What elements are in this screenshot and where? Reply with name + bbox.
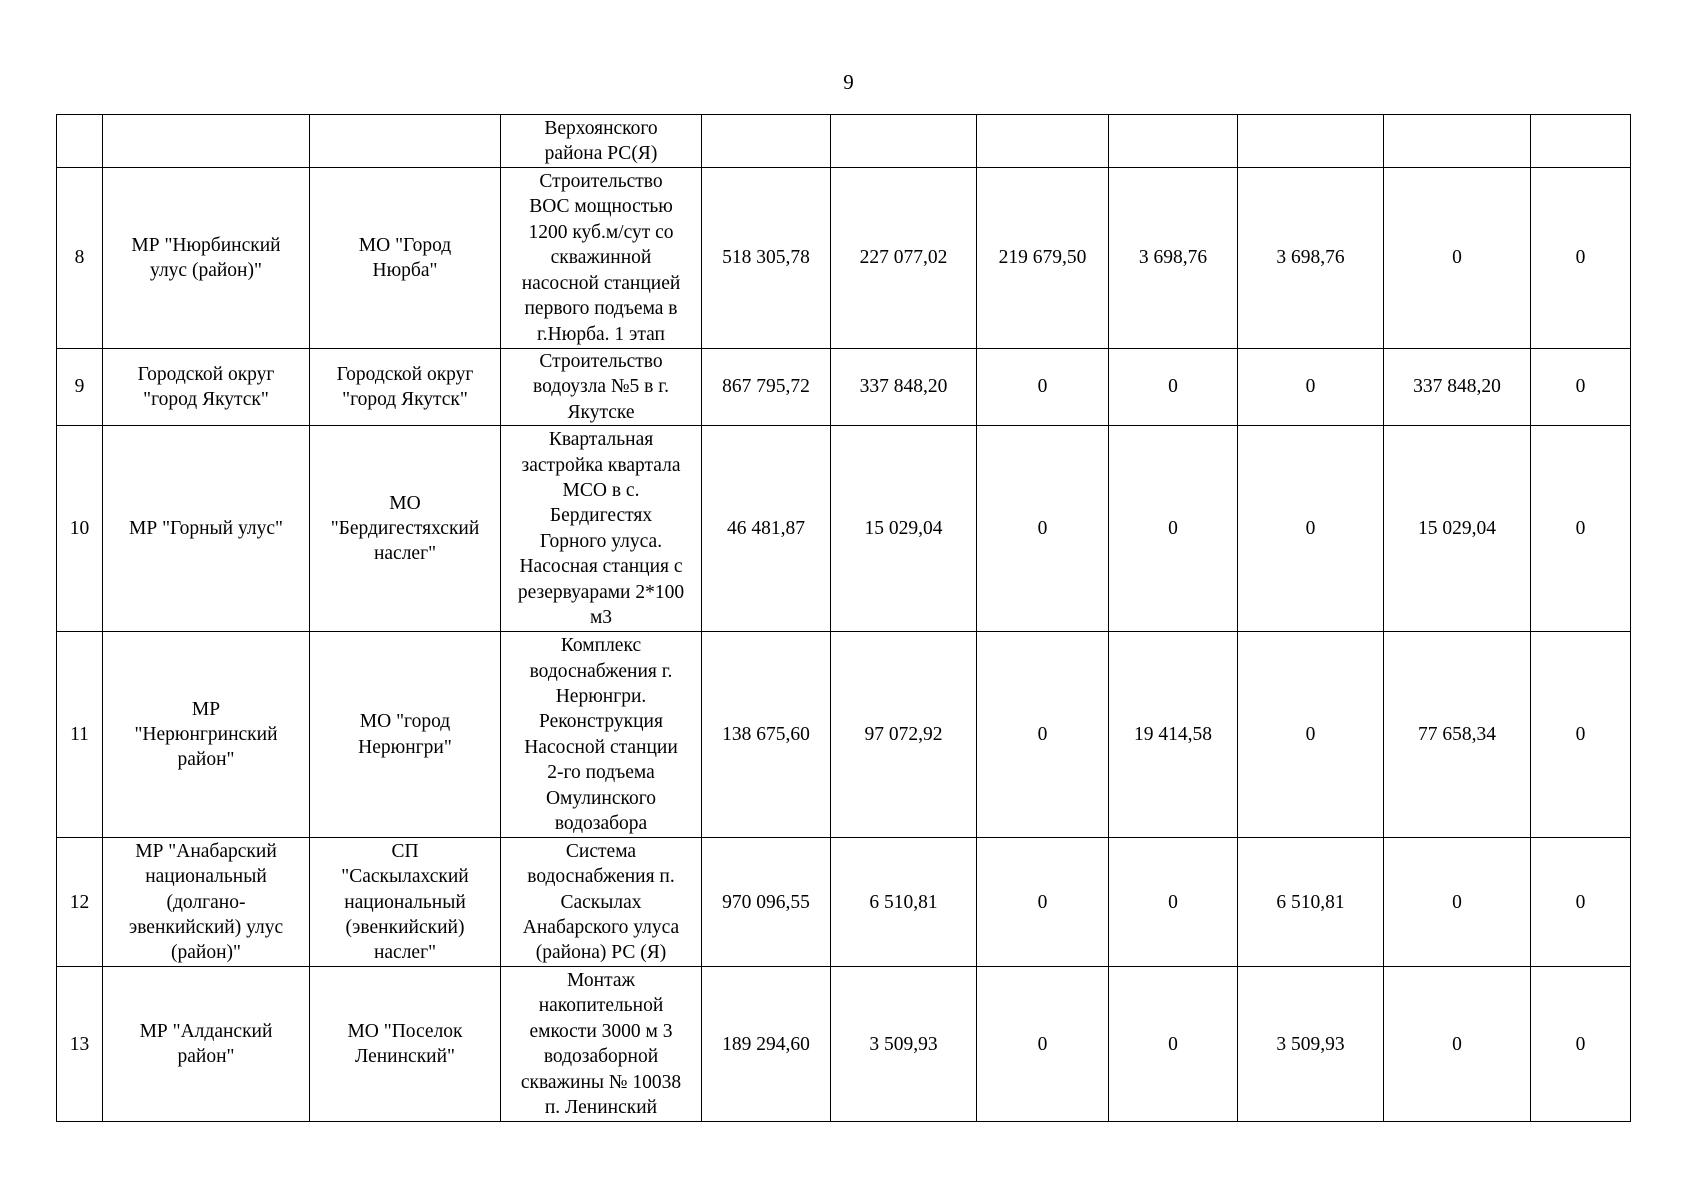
table-row: [57, 426, 1631, 632]
row-number-cell: 10: [57, 426, 103, 632]
project-name-cell: Строительство ВОС мощностью 1200 куб.м/сут со скважинной насосной станцией первого подъема в г.Нюрба. 1 этап: [501, 168, 702, 349]
table-row: [57, 349, 1631, 426]
amount-cell: 518 305,78: [702, 168, 831, 349]
amount-cell: 0: [977, 967, 1109, 1122]
municipality-cell: СП "Саскылахский национальный (эвенкийский) наслег": [310, 838, 501, 967]
amount-cell: 0: [1531, 967, 1631, 1122]
project-name-cell: Комплекс водоснабжения г. Нерюнгри. Реконструкция Насосной станции 2-го подъема Омулинского водозабора: [501, 632, 702, 838]
amount-cell: 97 072,92: [831, 632, 977, 838]
amount-cell: 0: [1109, 426, 1238, 632]
project-name-cell: Монтаж накопительной емкости 3000 м 3 водозаборной скважины № 10038 п. Ленинский: [501, 967, 702, 1122]
amount-cell: 3 698,76: [1238, 168, 1384, 349]
data-table: [56, 114, 1631, 1122]
municipal-district-cell: МР "Нюрбинский улус (район)": [103, 168, 310, 349]
amount-cell: [1531, 115, 1631, 168]
amount-cell: 0: [1238, 426, 1384, 632]
municipal-district-cell: МР "Нерюнгринский район": [103, 632, 310, 838]
amount-cell: 6 510,81: [1238, 838, 1384, 967]
row-number-cell: 8: [57, 168, 103, 349]
amount-cell: 0: [1109, 349, 1238, 426]
municipality-cell: МО "Поселок Ленинский": [310, 967, 501, 1122]
municipal-district-cell: [103, 115, 310, 168]
amount-cell: [831, 115, 977, 168]
amount-cell: 0: [1531, 168, 1631, 349]
project-name-cell: Квартальная застройка квартала МСО в с. Бердигестях Горного улуса. Насосная станция с резервуарами 2*100 м3: [501, 426, 702, 632]
amount-cell: [1238, 115, 1384, 168]
amount-cell: 0: [1384, 967, 1531, 1122]
municipal-district-cell: Городской округ "город Якутск": [103, 349, 310, 426]
amount-cell: 189 294,60: [702, 967, 831, 1122]
amount-cell: 0: [1531, 426, 1631, 632]
municipality-cell: [310, 115, 501, 168]
amount-cell: [1384, 115, 1531, 168]
amount-cell: [1109, 115, 1238, 168]
municipality-cell: МО "город Нерюнгри": [310, 632, 501, 838]
amount-cell: 227 077,02: [831, 168, 977, 349]
amount-cell: 3 509,93: [1238, 967, 1384, 1122]
amount-cell: 0: [1238, 632, 1384, 838]
amount-cell: 0: [1531, 632, 1631, 838]
amount-cell: 6 510,81: [831, 838, 977, 967]
amount-cell: 0: [1109, 967, 1238, 1122]
page-number: 9: [843, 70, 854, 94]
amount-cell: 3 698,76: [1109, 168, 1238, 349]
municipality-cell: Городской округ "город Якутск": [310, 349, 501, 426]
project-name-cell: Система водоснабжения п. Саскылах Анабарского улуса (района) РС (Я): [501, 838, 702, 967]
amount-cell: 0: [977, 838, 1109, 967]
amount-cell: 337 848,20: [831, 349, 977, 426]
amount-cell: 337 848,20: [1384, 349, 1531, 426]
row-number-cell: 9: [57, 349, 103, 426]
amount-cell: [977, 115, 1109, 168]
table-row: [57, 115, 1631, 168]
amount-cell: 19 414,58: [1109, 632, 1238, 838]
table-row: [57, 168, 1631, 349]
amount-cell: 77 658,34: [1384, 632, 1531, 838]
amount-cell: 0: [1384, 838, 1531, 967]
amount-cell: 970 096,55: [702, 838, 831, 967]
project-name-cell: Верхоянского района РС(Я): [501, 115, 702, 168]
municipality-cell: МО "Город Нюрба": [310, 168, 501, 349]
project-name-cell: Строительство водоузла №5 в г. Якутске: [501, 349, 702, 426]
amount-cell: 46 481,87: [702, 426, 831, 632]
amount-cell: 3 509,93: [831, 967, 977, 1122]
row-number-cell: 13: [57, 967, 103, 1122]
table-row: [57, 967, 1631, 1122]
amount-cell: 0: [977, 426, 1109, 632]
amount-cell: 0: [1531, 838, 1631, 967]
amount-cell: 0: [1531, 349, 1631, 426]
amount-cell: 0: [977, 349, 1109, 426]
municipal-district-cell: МР "Анабарский национальный (долгано- эвенкийский) улус (район)": [103, 838, 310, 967]
municipal-district-cell: МР "Алданский район": [103, 967, 310, 1122]
row-number-cell: 11: [57, 632, 103, 838]
amount-cell: [702, 115, 831, 168]
amount-cell: 15 029,04: [831, 426, 977, 632]
municipal-district-cell: МР "Горный улус": [103, 426, 310, 632]
amount-cell: 219 679,50: [977, 168, 1109, 349]
amount-cell: 138 675,60: [702, 632, 831, 838]
municipality-cell: МО "Бердигестяхский наслег": [310, 426, 501, 632]
row-number-cell: [57, 115, 103, 168]
amount-cell: 0: [1109, 838, 1238, 967]
table-row: [57, 632, 1631, 838]
amount-cell: 0: [1238, 349, 1384, 426]
amount-cell: 15 029,04: [1384, 426, 1531, 632]
table-row: [57, 838, 1631, 967]
amount-cell: 0: [977, 632, 1109, 838]
amount-cell: 0: [1384, 168, 1531, 349]
amount-cell: 867 795,72: [702, 349, 831, 426]
row-number-cell: 12: [57, 838, 103, 967]
